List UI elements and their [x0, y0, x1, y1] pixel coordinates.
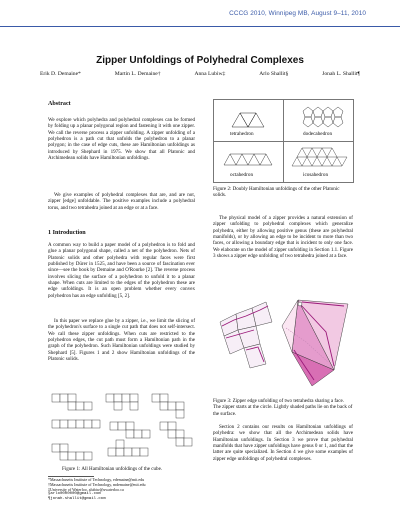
abstract-heading: Abstract	[48, 101, 71, 107]
figure-2-platonic-unfoldings	[213, 99, 354, 183]
figure-3-zipper-unfolding	[216, 292, 356, 392]
running-head: CCCG 2010, Winnipeg MB, August 9–11, 2010	[229, 10, 366, 17]
author-list	[40, 71, 360, 77]
intro-paragraph-2: In this paper we replace glue by a zipper, i.e., we limit the slicing of the polyhedron's surface to a single cut path that does not self-intersect. We call these zipper unfoldings. When cuts are restricted to the polyhedron edges, the cut path must form a Hamiltonian path in the graph of the polyhedron. Such Hamiltonian unfoldings were studied by Shephard [5]. Figures 1 and 2 show Hamiltonian unfoldings of the Platonic solids.	[48, 318, 195, 363]
dodecahedron-unfolding-icon	[298, 103, 344, 130]
dodecahedron-label: dodecahedron	[303, 131, 333, 137]
author: Jonah L. Shallit¶	[322, 71, 360, 77]
figure-2-caption: Figure 2: Doubly Hamiltonian unfoldings of the other Platonic solids.	[213, 186, 340, 199]
intro-heading: 1 Introduction	[48, 230, 86, 236]
footnotes	[48, 478, 146, 502]
abstract-paragraph-2: We give examples of polyhedral complexes that are, and are not, zipper [edge] unfoldable. The positive examples include a polyhedral torus, and two tetrahedra joined at an edge or at a face.	[48, 192, 195, 211]
figure-2-divider-horizontal	[214, 141, 353, 142]
figure-3-caption: Figure 3: Zipper edge unfolding of two tetrahedra sharing a face. The zipper starts at the circle. Lightly shaded paths lie on the back of the surface.	[213, 398, 353, 417]
footnote: ‡University of Waterloo, alubiw@uwaterloo.ca	[48, 486, 124, 492]
tetrahedron-unfolding-icon	[230, 109, 268, 129]
intro-paragraph-1: A common way to build a paper model of a polyhedron is to fold and glue a planar polygonal shape, called a net of the polyhedron. Nets of Platonic solids and other polyhedra with regular faces were first published by Dürer in 1525, and have been a source of fascination ever since—see the book by Demaine and O'Rourke [2]. The reverse process involves slicing the surface of a polyhedron to unfold it to a planar shape. When cuts are limited to the edges of the polyhedron these are edge unfoldings. It is an open problem whether every convex polyhedron has an edge unfolding [5, 2].	[48, 242, 195, 299]
right-column-paragraph-1: The physical model of a zipper provides a natural extension of zipper unfolding to polyhedral complexes which generalize polyhedra, either by allowing positive genus (these are polyhedral manifolds), or by allowing an edge to be incident to more than two faces, or allowing a boundary edge that is incident to only one face. We elaborate on the model of zipper unfolding in Section 1.1. Figure 3 shows a zipper edge unfolding of two tetrahedra joined at a face.	[213, 215, 353, 260]
abstract-paragraph-1: We explore which polyhedra and polyhedral complexes can be formed by folding up a planar polygonal region and fastening it with one zipper. We call the reverse process a zipper unfolding. A zipper unfolding of a polyhedron is a path cut that unfolds the polyhedron to a planar polygon; in the case of edge cuts, these are Hamiltonian unfoldings as introduced by Shephard in 1975. We show that all Platonic and Archimedean solids have Hamiltonian unfoldings.	[48, 117, 195, 162]
octahedron-unfolding-icon	[222, 146, 278, 168]
author: Anna Lubiw‡	[194, 71, 226, 77]
footnote: *Massachusetts Institute of Technology, edemaine@mit.edu	[48, 477, 145, 482]
figure-1-cube-unfoldings	[48, 390, 195, 462]
footnote: ¶jonah.shallit@gmail.com	[48, 497, 106, 501]
octahedron-label: octahedron	[230, 172, 254, 178]
author: Arlo Shallit§	[259, 71, 289, 77]
right-column-paragraph-2: Section 2 contains our results on Hamiltonian unfoldings of polyhedra: we show that all the Archimedean solids have Hamiltonian unfoldings. In Section 3 we prove that polyhedral manifolds that have zipper unfoldings have genus 0 or 1, and that the latter are quite specialized. In Section 4 we give some examples of zipper edge unfoldings of polyhedral complexes.	[213, 424, 353, 462]
tetrahedron-label: tetrahedron	[230, 131, 254, 137]
zipper-start-circle	[298, 302, 302, 306]
cube-unfoldings-drawing	[48, 390, 195, 462]
footnote: †Massachusetts Institute of Technology, mdemaine@mit.edu	[48, 481, 146, 487]
icosahedron-label: icosahedron	[303, 172, 329, 178]
footnote: §arlo0000000@gmail.com	[48, 492, 101, 497]
header-rule	[0, 26, 400, 27]
figure-1-caption: Figure 1: All Hamiltonian unfoldings of the cube.	[62, 466, 163, 472]
author: Erik D. Demaine*	[40, 71, 81, 77]
paper-title: Zipper Unfoldings of Polyhedral Complexes	[96, 55, 304, 66]
author: Martin L. Demaine†	[114, 71, 161, 77]
zipper-unfolding-drawing	[216, 292, 356, 392]
icosahedron-unfolding-icon	[290, 144, 350, 170]
